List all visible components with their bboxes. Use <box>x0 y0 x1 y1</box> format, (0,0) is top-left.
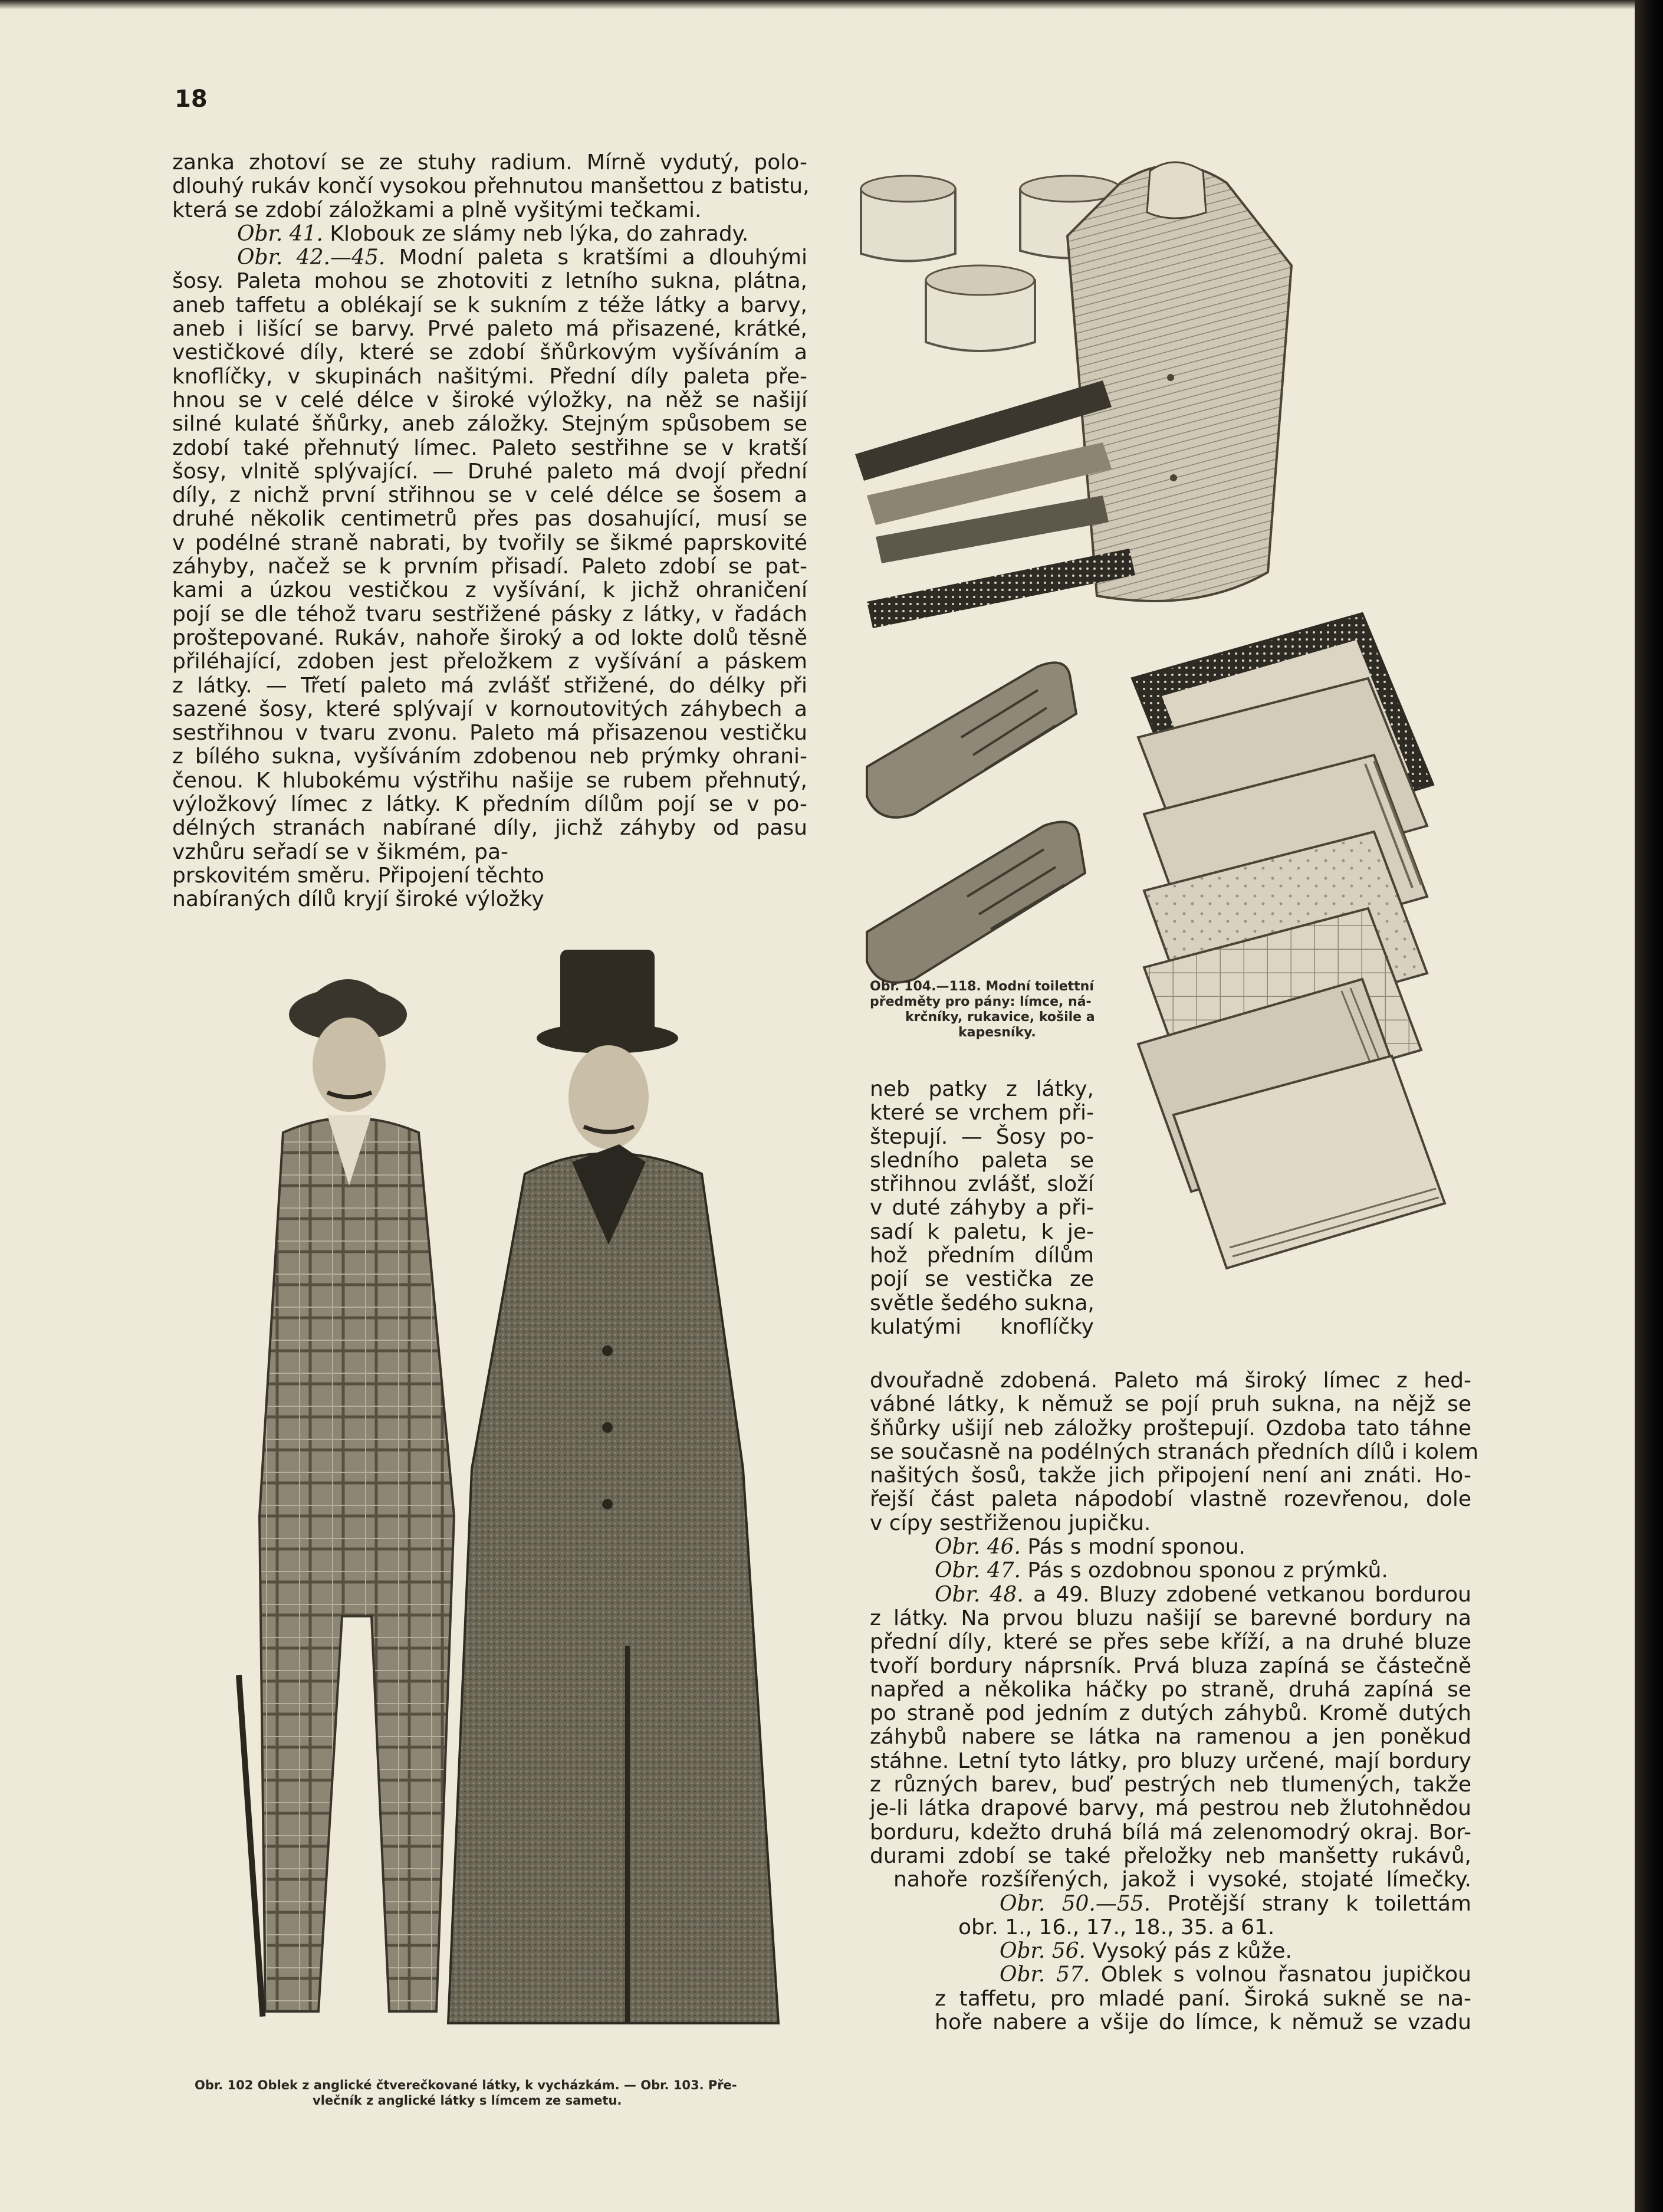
text-line: proštepované. Rukáv, nahoře široký a od lokte dolů těsně <box>172 625 807 650</box>
text-line: záhyby, načež se k prvním přisadí. Paleto zdobí se pat- <box>172 554 807 579</box>
text-line: přední díly, které se přes sebe kříží, a na druhé bluze <box>870 1630 1471 1655</box>
text-line: záhybů nabere se látka na ramenou a jen poněkud <box>870 1725 1471 1750</box>
scan-edge-top <box>0 0 1663 9</box>
text-line: sledního paleta se <box>870 1148 1094 1173</box>
text-line: které se vrchem při- <box>870 1101 1094 1125</box>
text-line: kami a úzkou vestičkou z vyšívání, k jichž ohraničení <box>172 578 807 603</box>
text-line: v podélné straně nabrati, by tvořily se šikmé paprskovité <box>172 530 807 555</box>
text-line: nahoře rozšířených, jakož i vysoké, stojaté límečky. <box>893 1868 1471 1892</box>
text-line: borduru, kdežto druhá bílá má zelenomodrý okraj. Bor- <box>870 1820 1471 1845</box>
text-line: z taffetu, pro mladé paní. Široká sukně se na- <box>935 1986 1471 2011</box>
glove-1 <box>867 662 1076 817</box>
text-line: díly, z nichž první střihnou se v celé délce se šosem a <box>172 483 807 508</box>
text-line: neb patky z látky, <box>870 1077 1094 1101</box>
man-overcoat <box>448 950 778 2023</box>
text-line: aneb i lišící se barvy. Prvé paleto má přisazené, krátké, <box>172 317 807 342</box>
text-line: výložkový límec z látky. K předním dílům pojí se v po- <box>172 792 807 817</box>
text-line: hoře nabere a všije do límce, k němuž se vzadu <box>935 2010 1471 2035</box>
text-line: přiléhající, zdoben jest přeložkem z vyšívání a páskem <box>172 649 807 674</box>
text-column-left <box>172 150 810 912</box>
text-line: stáhne. Letní tyto látky, pro bluzy určené, mají bordury <box>870 1748 1471 1773</box>
text-line: pojí se dle téhož tvaru sestřižené pásky z látky, v řadách <box>172 602 807 626</box>
text-line: druhé několik centimetrů přes pas dosahující, musí se <box>172 507 807 531</box>
text-line: knoflíčky, v skupinách našitými. Přední díly paleta pře- <box>172 364 807 389</box>
caption-men: Obr. 102 Oblek z anglické čtverečkované látky, k vycházkám. — Obr. 103. Pře- vlečník z anglické látky s límcem ze sametu. <box>195 2078 737 2108</box>
text-line: Obr. 42.—45. Modní paleta s kratšími a dlouhými <box>237 245 807 270</box>
text-line: prskovitém směru. Připojení těchto <box>172 863 544 888</box>
text-line: z látky. Na prvou bluzu našijí se barevné bordury na <box>870 1606 1471 1630</box>
caption-accessories: Obr. 104.—118. Modní toilettní předměty pro pány: límce, ná- krčníky, rukavice, košile a kapesníky. <box>870 979 1095 1040</box>
text-line: nabíraných dílů kryjí široké výložky <box>172 887 544 912</box>
text-line: světle šedého sukna, <box>870 1291 1095 1315</box>
men-illustration <box>195 938 855 2070</box>
text-line: Obr. 46. Pás s modní sponou. <box>935 1535 1245 1560</box>
text-line: střihnou zvlášť, složí <box>870 1172 1094 1197</box>
text-line: se současně na podélných stranách předních dílů i kolem <box>870 1439 1479 1464</box>
text-line: napřed a několika háčky po straně, druhá zapíná se <box>870 1677 1471 1702</box>
text-line: z různých barev, buď pestrých neb tlumených, takže <box>870 1773 1471 1797</box>
text-line: šňůrky ušijí neb záložky proštepují. Ozdoba tato táhne <box>870 1416 1471 1440</box>
text-line: našitých šosů, takže jich připojení není ani znáti. Ho- <box>870 1463 1471 1488</box>
text-line: z látky. — Třetí paleto má zvlášť střižené, do délky při <box>172 673 807 698</box>
text-line: obr. 1., 16., 17., 18., 35. a 61. <box>958 1915 1275 1939</box>
text-line: vestičkové díly, které se zdobí šňůrkovým vyšíváním a <box>172 340 807 365</box>
text-line: dlouhý rukáv končí vysokou přehnutou manšettou z batistu, <box>172 174 810 199</box>
text-line: vábné látky, k němuž se pojí pruh sukna, na nějž se <box>870 1392 1471 1417</box>
text-line: řejší část paleta nápodobí vlastně rozevřenou, dole <box>870 1487 1471 1512</box>
text-line: dvouřadně zdobená. Paleto má široký límec z hed- <box>870 1368 1471 1393</box>
text-line: Obr. 50.—55. Protější strany k toilettám <box>1000 1891 1471 1916</box>
collar-1 <box>861 176 955 261</box>
text-line: šosy, vlnitě splývající. — Druhé paleto má dvojí přední <box>172 459 807 484</box>
text-line: Obr. 48. a 49. Bluzy zdobené vetkanou bordurou <box>935 1582 1471 1607</box>
text-line: Obr. 41. Klobouk ze slámy neb lýka, do zahrady. <box>237 221 749 246</box>
text-line: tvoří bordury náprsník. Prvá bluza zapíná se částečně <box>870 1653 1471 1678</box>
text-line: je-li látka drapové barvy, má pestrou neb žlutohnědou <box>870 1796 1471 1821</box>
text-line: aneb taffetu a oblékají se k sukním z téže látky a barvy, <box>172 293 807 317</box>
text-line: vzhůru seřadí se v šikmém, pa- <box>172 839 508 864</box>
text-line: hož předním dílům <box>870 1243 1094 1268</box>
text-line: sestřihnou v tvaru zvonu. Paleto má přisazenou vestičku <box>172 721 807 746</box>
text-line: délných stranách nabírané díly, jichž záhyby od pasu <box>172 816 807 841</box>
page-number: 18 <box>175 86 208 113</box>
text-line: zdobí také přehnutý límec. Paleto sestřihne se v kratší <box>172 435 807 460</box>
text-line: sadí k paletu, k je- <box>870 1219 1094 1244</box>
text-line: po straně pod jedním z dutých záhybů. Kromě dutých <box>870 1701 1471 1726</box>
text-line: sazené šosy, které splývají v kornoutovitých záhybech a <box>172 697 807 721</box>
scan-edge <box>1635 0 1663 2212</box>
collar-3 <box>926 265 1035 351</box>
text-line: Obr. 47. Pás s ozdobnou sponou z prýmků. <box>935 1558 1388 1583</box>
text-line: Obr. 57. Oblek s volnou řasnatou jupičkou <box>1000 1962 1471 1987</box>
glove-2 <box>867 822 1085 982</box>
text-line: silné kulaté šňůrky, aneb záložky. Stejným spůsobem se <box>172 412 807 437</box>
text-line: která se zdobí záložkami a plně vyšitými tečkami. <box>172 198 702 222</box>
text-line: čenou. K hlubokému výstřihu našije se rubem přehnutý, <box>172 768 807 793</box>
text-line: v duté záhyby a při- <box>870 1196 1094 1220</box>
text-line: hnou se v celé délce v široké výložky, na něž se našijí <box>172 388 807 412</box>
text-column-right <box>870 1368 1479 2035</box>
text-line: Obr. 56. Vysoký pás z kůže. <box>1000 1939 1292 1964</box>
text-line: zanka zhotoví se ze stuhy radium. Mírně vydutý, polo- <box>172 150 807 175</box>
text-line: v cípy sestřiženou jupičku. <box>870 1511 1151 1535</box>
text-line: kulatými knoflíčky <box>870 1314 1094 1339</box>
text-line: durami zdobí se také přeložky neb manšetty rukávů, <box>870 1843 1471 1868</box>
text-line: z bílého sukna, vyšíváním zdobenou neb prýmky ohrani- <box>172 744 807 769</box>
text-line: štepují. — Šosy po- <box>870 1124 1094 1149</box>
text-line: pojí se vestička ze <box>870 1267 1094 1292</box>
tie-4 <box>867 549 1135 628</box>
accessories-illustration <box>843 147 1504 1280</box>
text-line: šosy. Paleta mohou se zhotoviti z letního sukna, plátna, <box>172 269 807 294</box>
man-plaid-suit <box>236 979 454 2017</box>
